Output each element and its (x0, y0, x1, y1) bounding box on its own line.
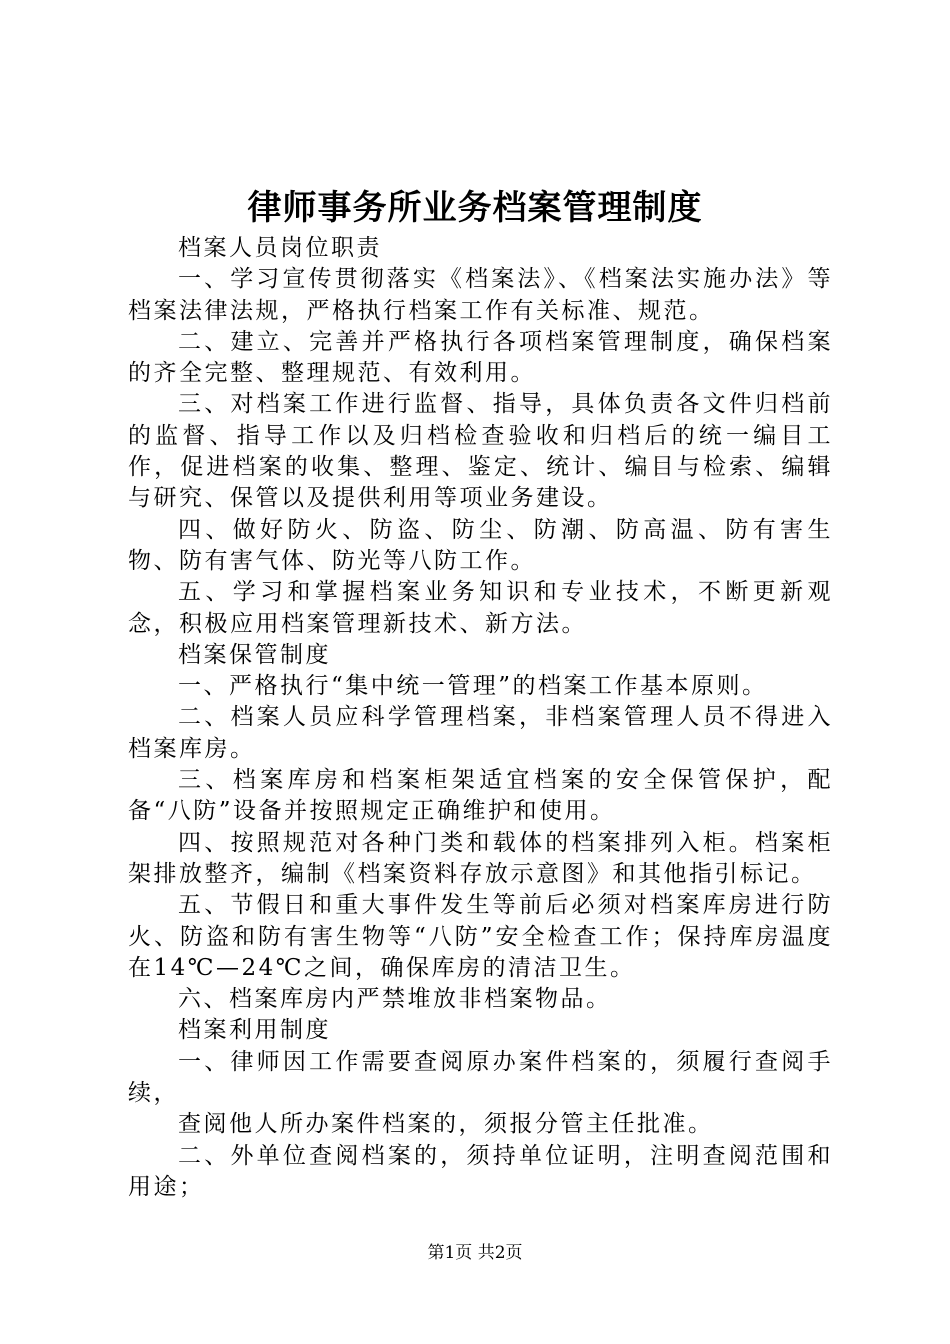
section-heading: 档案保管制度 (178, 641, 331, 668)
paragraph: 一、严格执行“集中统一管理”的档案工作基本原则。 (178, 673, 768, 700)
paragraph: 二、外单位查阅档案的，须持单位证明，注明查阅范围和用途； (128, 1142, 833, 1200)
section-heading: 档案人员岗位职责 (178, 235, 382, 261)
paragraph: 一、律师因工作需要查阅原办案件档案的，须履行查阅手续， (128, 1048, 833, 1107)
paragraph: 二、档案人员应科学管理档案，非档案管理人员不得进入档案库房。 (128, 704, 833, 762)
paragraph: 三、对档案工作进行监督、指导，具体负责各文件归档前的监督、指导工作以及归档检查验收和归档后的统一编目工作，促进档案的收集、整理、鉴定、统计、编目与检索、编辑与研究、保管以及提供利用等项业务建设。 (128, 391, 833, 512)
page-number: 第1页 共2页 (427, 1243, 523, 1263)
paragraph: 五、节假日和重大事件发生等前后必须对档案库房进行防火、防盗和防有害生物等“八防”安全检查工作；保持库房温度在14℃—24℃之间，确保库房的清洁卫生。 (128, 892, 833, 981)
section-heading: 档案利用制度 (178, 1017, 331, 1044)
document-body (128, 233, 833, 1203)
document-title: 律师事务所业务档案管理制度 (247, 188, 703, 228)
paragraph: 一、学习宣传贯彻落实《档案法》、《档案法实施办法》等档案法律法规，严格执行档案工作有关标准、规范。 (128, 266, 833, 324)
paragraph: 五、学习和掌握档案业务知识和专业技术，不断更新观念，积极应用档案管理新技术、新方法。 (128, 579, 833, 637)
paragraph: 四、按照规范对各种门类和载体的档案排列入柜。档案柜架排放整齐，编制《档案资料存放示意图》和其他指引标记。 (128, 829, 833, 887)
paragraph: 查阅他人所办案件档案的，须报分管主任批准。 (178, 1111, 714, 1138)
paragraph: 六、档案库房内严禁堆放非档案物品。 (178, 986, 612, 1013)
paragraph: 四、做好防火、防盗、防尘、防潮、防高温、防有害生物、防有害气体、防光等八防工作。 (128, 516, 833, 574)
paragraph: 三、档案库房和档案柜架适宜档案的安全保管保护，配备“八防”设备并按照规定正确维护和使用。 (128, 767, 833, 825)
paragraph: 二、建立、完善并严格执行各项档案管理制度，确保档案的齐全完整、整理规范、有效利用。 (128, 328, 833, 387)
